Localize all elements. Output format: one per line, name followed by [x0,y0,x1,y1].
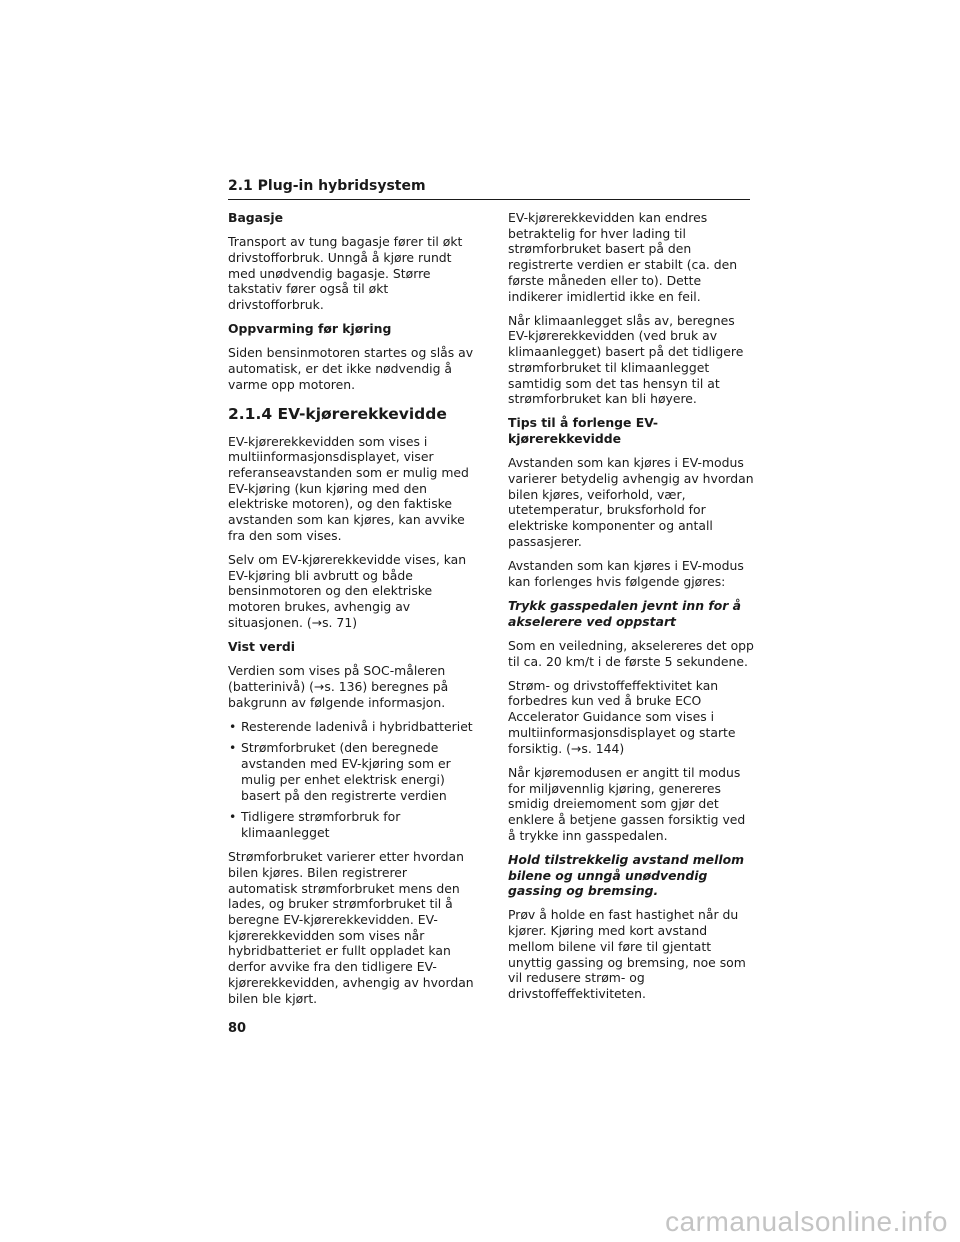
left-column [228,210,474,1015]
paragraph: Avstanden som kan kjøres i EV-modus varierer betydelig avhengig av hvordan bilen kjøres, veiforhold, vær, utetemperatur, bruksforhold for elektriske komponenter og antall passasjerer. [508,455,754,549]
paragraph: Når klimaanlegget slås av, beregnes EV-kjørerekkevidden (ved bruk av klimaanlegget) basert på det tidligere strømforbruket til klimaanlegget samtidig som det tas hensyn til at strømforbruket kan bli høyere. [508,312,744,407]
subheading-oppvarming: Oppvarming før kjøring [228,321,392,337]
paragraph: Prøv å holde en fast hastighet når du kjører. Kjøring med kort avstand mellom bilene vil føre til gjentatt unyttig gassing og bremsing, noe som vil redusere strøm- og drivstoffeffektiviteten. [508,907,746,1001]
right-column [508,210,754,1010]
list-item: • Tidligere strømforbruk for klimaanlegget [228,809,474,840]
header-divider [228,199,750,200]
list-item: • Strømforbruket (den beregnede avstanden med EV-kjøring som er mulig per enhet elektrisk energi) basert på den registrerte verdien [228,740,474,803]
paragraph: EV-kjørerekkevidden kan endres betraktelig for hver lading til strømforbruket basert på den registrerte verdien er stabilt (ca. den første måneden eller to). Dette indikerer imidlertid ikke en feil. [508,210,738,304]
subheading-bagasje: Bagasje [228,210,284,225]
paragraph: Verdien som vises på SOC-måleren (batterinivå) (→s. 136) beregnes på bakgrunn av følgende informasjon. [228,663,449,710]
tip-heading-avstand: Hold tilstrekkelig avstand mellom bilene og unngå unødvendig gassing og bremsing. [508,851,744,899]
paragraph: Selv om EV-kjørerekkevidde vises, kan EV-kjøring bli avbrutt og både bensinmotoren og den elektriske motoren brukes, avhengig av situasjonen. (→s. 71) [228,551,467,630]
paragraph: Siden bensinmotoren startes og slås av automatisk, er det ikke nødvendig å varme opp motoren. [228,345,474,392]
watermark: carmanualsonline.info [665,1206,948,1237]
paragraph: Som en veiledning, akselereres det opp til ca. 20 km/t i de første 5 sekundene. [508,637,754,669]
paragraph: Strøm- og drivstoffeffektivitet kan forbedres kun ved å bruke ECO Accelerator Guidance som vises i multiinformasjonsdisplayet og starte forsiktig. (→s. 144) [508,677,736,756]
paragraph: Strømforbruket varierer etter hvordan bilen kjøres. Bilen registrerer automatisk strømforbruket mens den lades, og bruker strømforbruket til å beregne EV-kjørerekkevidden. EV-kjørerekkevidden som vises når hybridbatteriet er fullt oppladet kan derfor avvike fra den tidligere EV-kjørerekkevidden, avhengig av hvordan bilen ble kjørt. [228,849,474,1006]
subheading-tips: Tips til å forlenge EV-kjørerekkevidde [508,415,659,447]
paragraph: Transport av tung bagasje fører til økt drivstofforbruk. Unngå å kjøre rundt med unødvendig bagasje. Større takstativ fører også til økt drivstofforbruk. [228,234,463,313]
paragraph: Når kjøremodusen er angitt til modus for miljøvennlig kjøring, genereres smidig dreiemoment som gjør det enklere å betjene gassen forsiktig ved å trykke inn gasspedalen. [508,764,746,843]
bullet-list [228,719,474,841]
paragraph: Avstanden som kan kjøres i EV-modus kan forlenges hvis følgende gjøres: [508,558,744,589]
subheading-vist-verdi: Vist verdi [228,638,295,654]
paragraph: EV-kjørerekkevidden som vises i multiinformasjonsdisplayet, viser referanseavstanden som er mulig med EV-kjøring (kun kjøring med den elektriske motoren), og den faktiske avstanden som kan kjøres, kan avvike fra den som vises. [228,433,469,543]
list-item: • Resterende ladenivå i hybridbatteriet [228,719,474,735]
tip-heading-gasspedal: Trykk gasspedalen jevnt inn for å akselerere ved oppstart [508,597,742,629]
section-heading: 2.1.4 EV-kjørerekkevidde [228,404,447,423]
page-number: 80 [228,1021,247,1036]
section-header: 2.1 Plug-in hybridsystem [228,178,426,194]
